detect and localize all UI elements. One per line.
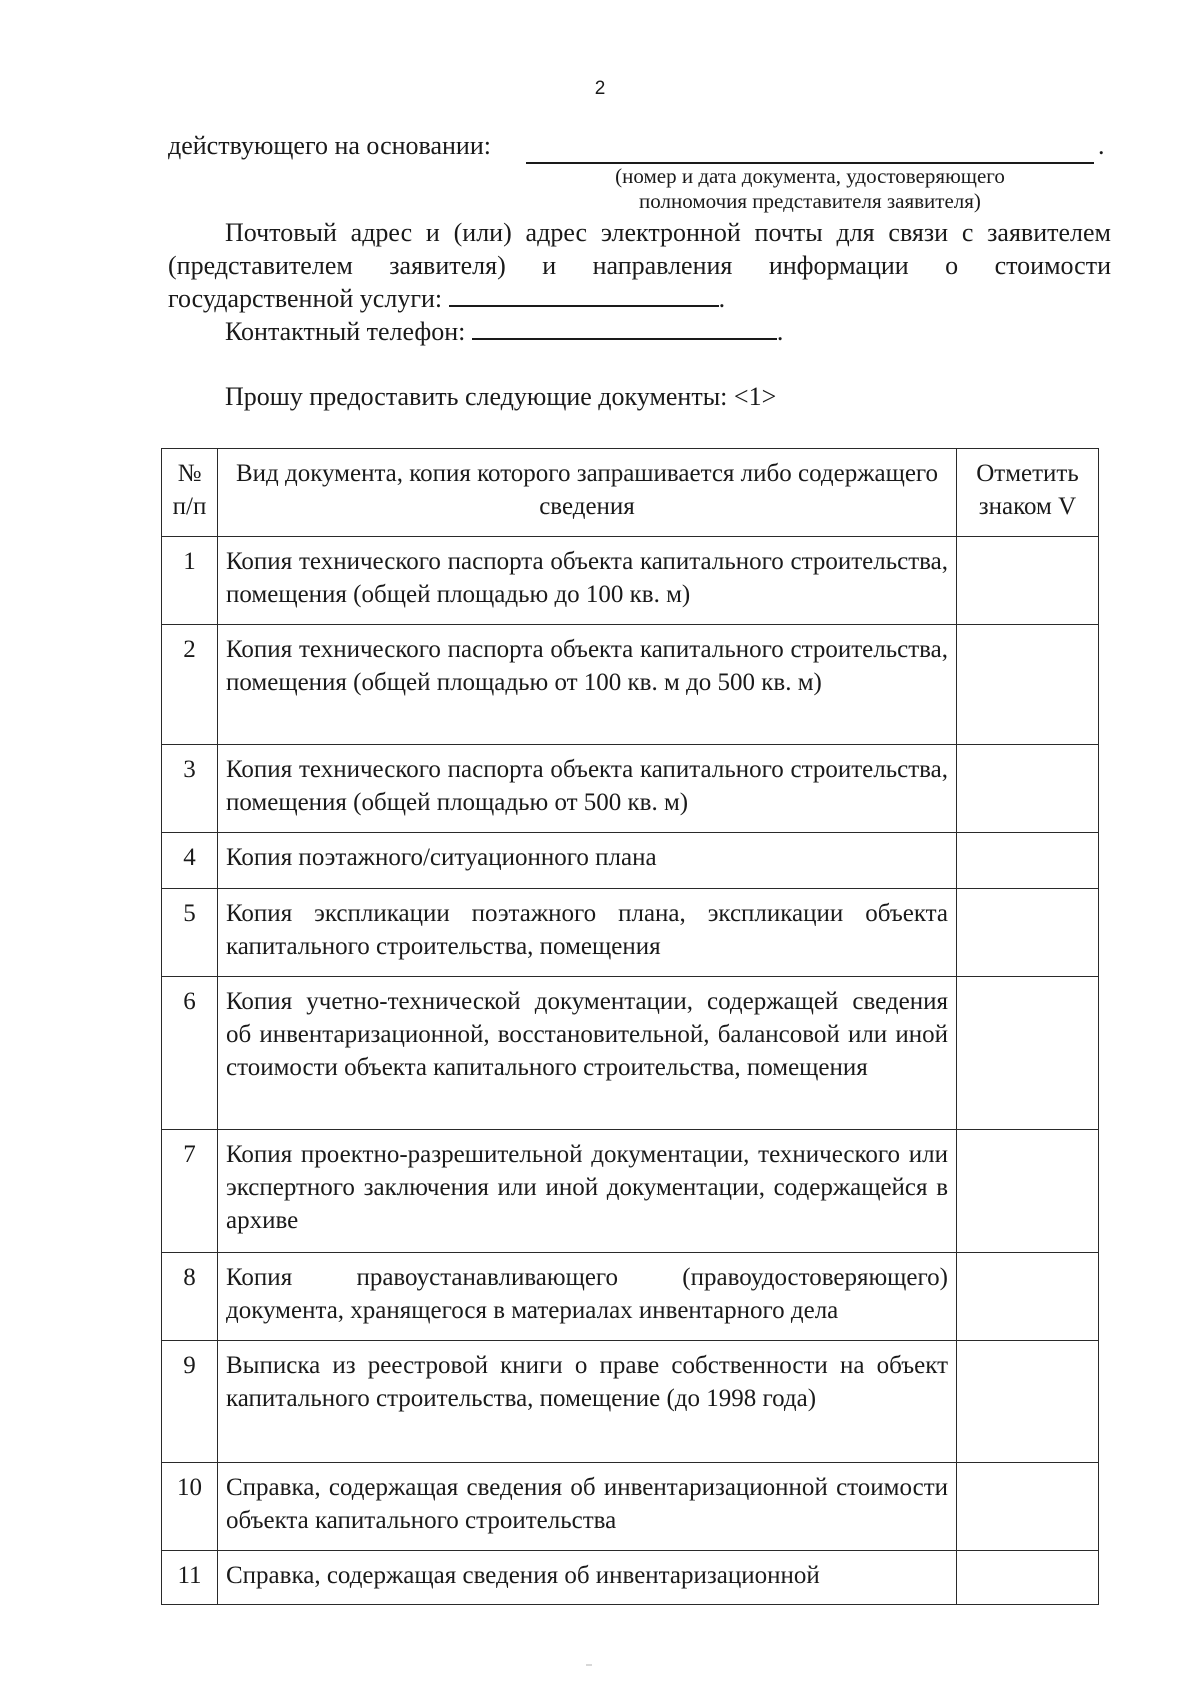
postal-blank-field[interactable] (449, 283, 719, 307)
row-mark-cell[interactable] (957, 1551, 1099, 1605)
page-number: 2 (594, 78, 606, 99)
row-number: 8 (162, 1253, 218, 1341)
row-mark-cell[interactable] (957, 537, 1099, 625)
table-row (162, 889, 1099, 977)
row-mark-cell[interactable] (957, 1253, 1099, 1341)
row-number: 11 (162, 1551, 218, 1605)
row-mark-cell[interactable] (957, 977, 1099, 1130)
basis-label: действующего на основании: (168, 131, 491, 160)
row-mark-cell[interactable] (957, 1341, 1099, 1463)
row-number: 10 (162, 1463, 218, 1551)
row-number: 2 (162, 625, 218, 745)
phone-blank-field[interactable] (472, 316, 777, 340)
table-row (162, 625, 1099, 745)
table-row (162, 977, 1099, 1130)
table-row (162, 1463, 1099, 1551)
table-row (162, 745, 1099, 833)
postal-text: Почтовый адрес и (или) адрес электронной почты для связи с заявителем (представителем заявителя) и направления информации о стоимости государственной услуги: (168, 218, 1111, 313)
row-document-text: Копия поэтажного/ситуационного плана (218, 833, 957, 889)
row-document-text: Выписка из реестровой книги о праве собственности на объект капитального строительства, помещение (до 1998 года) (218, 1341, 957, 1463)
row-document-text: Копия правоустанавливающего (правоудостоверяющего) документа, хранящегося в материалах инвентарного дела (218, 1253, 957, 1341)
table-header-row (162, 449, 1099, 537)
basis-note (560, 164, 1060, 214)
row-mark-cell[interactable] (957, 889, 1099, 977)
postal-paragraph (168, 216, 1111, 315)
postal-trailing-dot: . (718, 284, 726, 313)
basis-note-line1: (номер и дата документа, удостоверяющего (615, 164, 1005, 188)
phone-line (225, 315, 783, 348)
documents-table (161, 448, 1099, 1605)
row-document-text: Копия технического паспорта объекта капитального строительства, помещения (общей площадью от 100 кв. м до 500 кв. м) (218, 625, 957, 745)
row-document-text: Справка, содержащая сведения об инвентаризационной стоимости объекта капитального строительства (218, 1463, 957, 1551)
table-row (162, 1253, 1099, 1341)
header-num: № п/п (162, 449, 218, 537)
table-row (162, 1341, 1099, 1463)
row-number: 3 (162, 745, 218, 833)
table-row (162, 1130, 1099, 1253)
row-mark-cell[interactable] (957, 833, 1099, 889)
header-mark: Отметить знаком V (957, 449, 1099, 537)
row-number: 5 (162, 889, 218, 977)
row-number: 4 (162, 833, 218, 889)
row-document-text: Справка, содержащая сведения об инвентаризационной (218, 1551, 957, 1605)
scan-artifact (586, 1664, 592, 1666)
row-number: 9 (162, 1341, 218, 1463)
row-number: 7 (162, 1130, 218, 1253)
table-row (162, 1551, 1099, 1605)
row-mark-cell[interactable] (957, 745, 1099, 833)
basis-line (168, 131, 491, 161)
row-mark-cell[interactable] (957, 1130, 1099, 1253)
row-number: 6 (162, 977, 218, 1130)
row-mark-cell[interactable] (957, 625, 1099, 745)
row-document-text: Копия проектно-разрешительной документации, технического или экспертного заключения или иной документации, содержащейся в архиве (218, 1130, 957, 1253)
phone-trailing-dot: . (776, 317, 784, 346)
row-document-text: Копия технического паспорта объекта капитального строительства, помещения (общей площадью от 500 кв. м) (218, 745, 957, 833)
row-document-text: Копия учетно-технической документации, содержащей сведения об инвентаризационной, восстановительной, балансовой или иной стоимости объекта капитального строительства, помещения (218, 977, 957, 1130)
request-text: Прошу предоставить следующие документы: <1> (225, 382, 777, 411)
row-document-text: Копия экспликации поэтажного плана, экспликации объекта капитального строительства, помещения (218, 889, 957, 977)
basis-note-line2: полномочия представителя заявителя) (639, 189, 981, 213)
row-document-text: Копия технического паспорта объекта капитального строительства, помещения (общей площадью до 100 кв. м) (218, 537, 957, 625)
basis-trailing-dot: . (1098, 131, 1105, 160)
phone-label: Контактный телефон: (225, 317, 466, 346)
header-document-type: Вид документа, копия которого запрашивается либо содержащего сведения (218, 449, 957, 537)
row-mark-cell[interactable] (957, 1463, 1099, 1551)
table-row (162, 833, 1099, 889)
row-number: 1 (162, 537, 218, 625)
table-row (162, 537, 1099, 625)
